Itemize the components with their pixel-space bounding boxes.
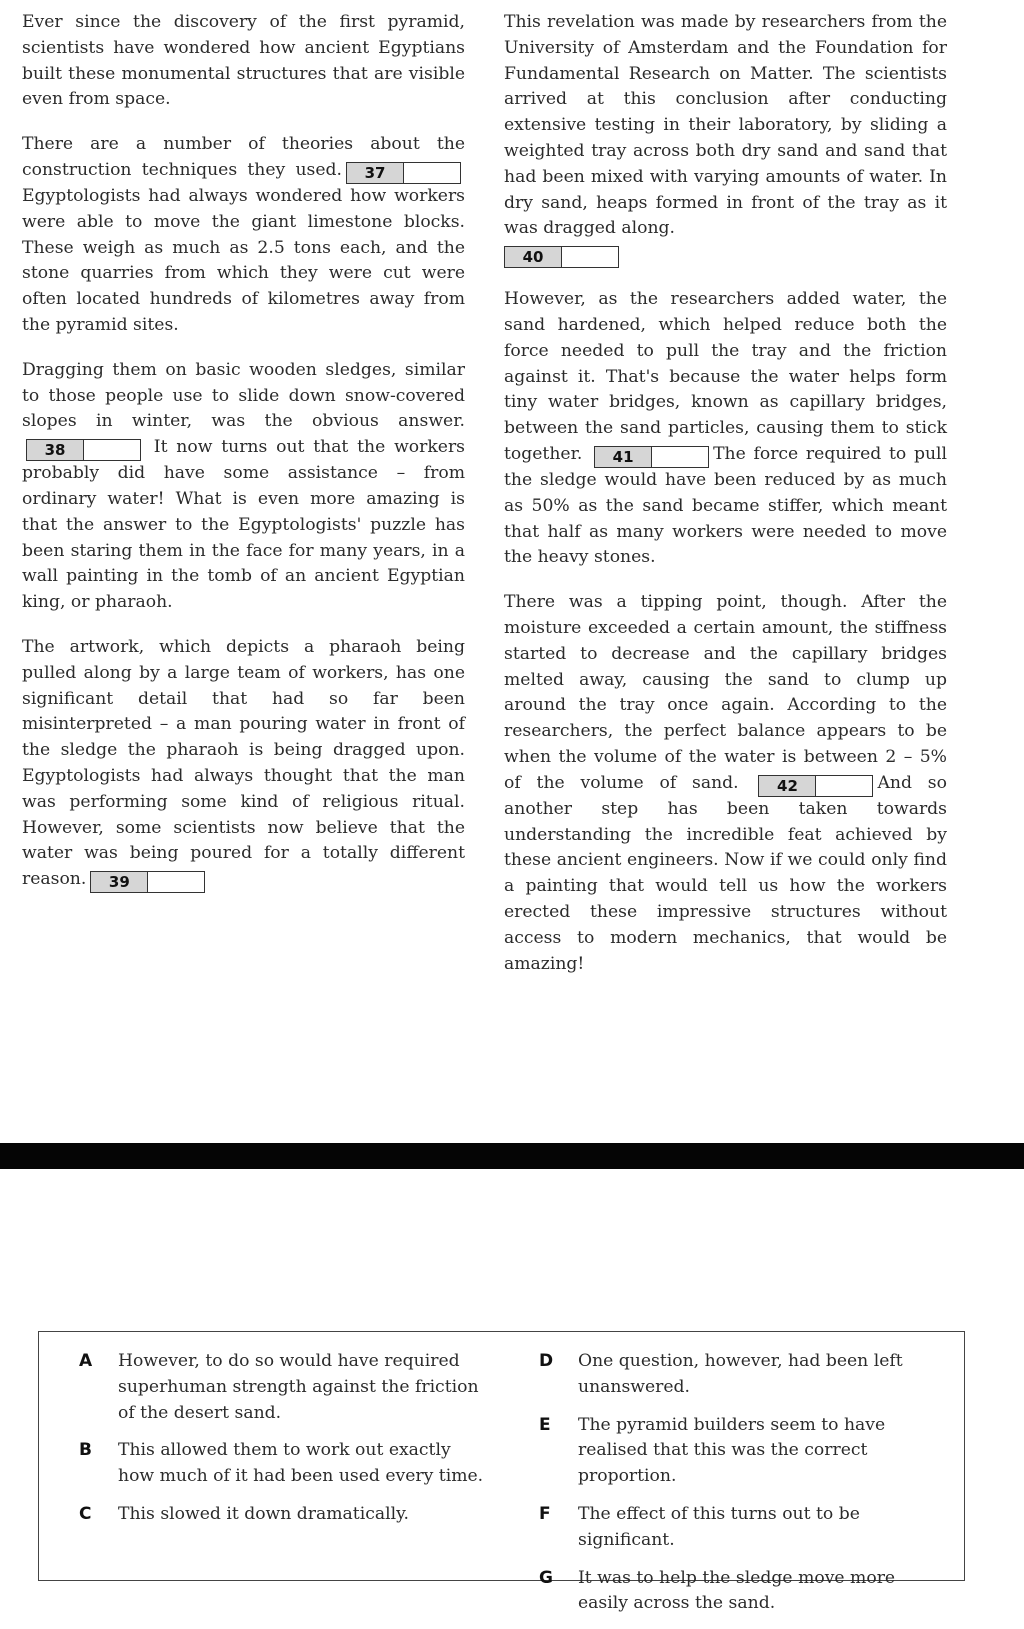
option-letter: F [539,1503,551,1524]
answer-blank[interactable] [562,247,618,267]
answer-blank[interactable] [816,776,872,796]
option-b[interactable] [79,1438,489,1490]
gap-number: 40 [505,247,562,267]
gap-42-answer-box[interactable] [758,775,873,797]
answer-blank[interactable] [652,447,708,467]
option-text: However, to do so would have required superhuman strength against the friction of the desert sand. [118,1351,479,1423]
paragraph: There was a tipping point, though. After the moisture exceeded a certain amount, the stiffness started to decrease and the capillary bridges melted away, causing the sand to clump up around the tray once again. According to the researchers, the perfect balance appears to be when the volume of the water is between 2 – 5% of the volume of sand. 42 And so another step has been taken towards understanding the incredible feat achieved by these ancient engineers. Now if we could only find a painting that would tell us how the workers erected these impressive structures without access to modern mechanics, that would be amazing! [504,592,947,974]
gap-number: 38 [27,440,84,460]
options-left-column [79,1349,489,1540]
gap-41-answer-box[interactable] [594,446,709,468]
option-letter: C [79,1503,92,1524]
option-letter: D [539,1351,554,1371]
paragraph: This revelation was made by researchers from the University of Amsterdam and the Foundation for Fundamental Research on Matter. The scientists arrived at this conclusion after conducting extensive testing in their laboratory, by sliding a weighted tray across both dry sand and sand that had been mixed with varying amounts of water. In dry sand, heaps formed in front of the tray as it was dragged along. 40 [504,12,947,267]
option-f[interactable] [539,1502,949,1554]
option-g[interactable] [539,1566,949,1618]
option-letter: E [539,1414,551,1435]
gap-number: 42 [759,776,816,796]
option-letter: B [79,1440,92,1461]
paragraph: Dragging them on basic wooden sledges, similar to those people use to slide down snow-covered slopes in winter, was the obvious answer.38 It now turns out that the workers probably did have some assistance – from ordinary water! What is even more amazing is that the answer to the Egyptologists' puzzle has been staring them in the face for many years, in a wall painting in the tomb of an ancient Egyptian king, or pharaoh. [22,359,465,613]
paragraph: The artwork, which depicts a pharaoh being pulled along by a large team of workers, has one significant detail that had so far been misinterpreted – a man pouring water in front of the sledge the pharaoh is being dragged upon. Egyptologists had always thought that the man was performing some kind of religious ritual. However, some scientists now believe that the water was being poured for a totally different reason. 39 [22,636,465,892]
gap-37-answer-box[interactable] [346,162,461,184]
option-c[interactable] [79,1502,489,1528]
gap-number: 41 [595,447,652,467]
option-a[interactable] [79,1349,489,1426]
answer-blank[interactable] [148,872,204,892]
answer-blank[interactable] [84,440,140,460]
paragraph: However, as the researchers added water, the sand hardened, which helped reduce both the force needed to pull the tray and the friction against it. That's because the water helps form tiny water bridges, known as capillary bridges, between the sand particles, causing them to stick together. 41 The force required to pull the sledge would have been reduced by as much as 50% as the sand became stiffer, which meant that half as many workers were needed to move the heavy stones. [504,289,948,568]
option-e[interactable] [539,1413,949,1490]
option-d[interactable] [539,1349,949,1401]
gap-38-answer-box[interactable] [26,439,141,461]
option-text: The effect of this turns out to be significant. [578,1503,860,1550]
paragraph: Ever since the discovery of the first pyramid, scientists have wondered how ancient Egyptians built these monumental structures that are visible even from space. [22,12,465,110]
gap-40-answer-box[interactable] [504,246,619,268]
gap-39-answer-box[interactable] [90,871,205,893]
gap-number: 37 [347,163,404,183]
black-divider-bar [0,1143,1024,1169]
article-right-column [504,10,947,996]
options-right-column [539,1349,949,1629]
option-text: It was to help the sledge move more easily across the sand. [578,1567,896,1614]
article-left-column [22,10,465,912]
option-text: This allowed them to work out exactly how much of it had been used every time. [118,1440,484,1487]
option-letter: A [79,1351,93,1371]
gap-number: 39 [91,872,148,892]
option-text: The pyramid builders seem to have realised that this was the correct proportion. [578,1414,886,1487]
option-letter: G [539,1567,553,1588]
option-text: This slowed it down dramatically. [118,1503,409,1524]
paragraph: There are a number of theories about the construction techniques they used. 37Egyptologists had always wondered how workers were able to move the giant limestone blocks. These weigh as much as 2.5 tons each, and the stone quarries from which they were cut were often located hundreds of kilometres away from the pyramid sites. [22,134,465,335]
options-box [38,1331,965,1614]
answer-blank[interactable] [404,163,460,183]
option-text: One question, however, had been left unanswered. [578,1351,903,1397]
